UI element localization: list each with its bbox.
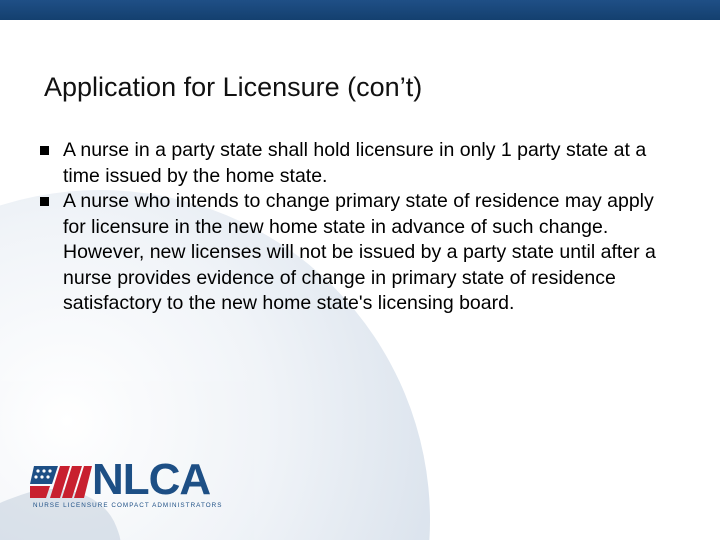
bullet-item xyxy=(40,189,680,317)
nlca-logo xyxy=(30,455,240,515)
bullet-text: A nurse in a party state shall hold licensure in only 1 party state at a time issued by the home state. xyxy=(63,139,647,187)
bullet-text: A nurse who intends to change primary state of residence may apply for licensure in the new home state in advance of such change. However, new licenses will not be issued by a party state until after a nurse provides evidence of change in primary state of residence satisfactory to the new home state's licensing board. xyxy=(63,190,656,314)
logo-subtitle: NURSE LICENSURE COMPACT ADMINISTRATORS xyxy=(33,502,223,509)
square-bullet-icon xyxy=(40,146,49,155)
logo-wordmark: NLCA xyxy=(92,455,211,504)
square-bullet-icon xyxy=(40,197,49,206)
flag-icon xyxy=(30,462,92,502)
top-bar xyxy=(0,0,720,20)
bullet-list xyxy=(40,138,680,317)
slide-title: Application for Licensure (con’t) xyxy=(44,72,423,102)
bullet-item xyxy=(40,138,680,189)
